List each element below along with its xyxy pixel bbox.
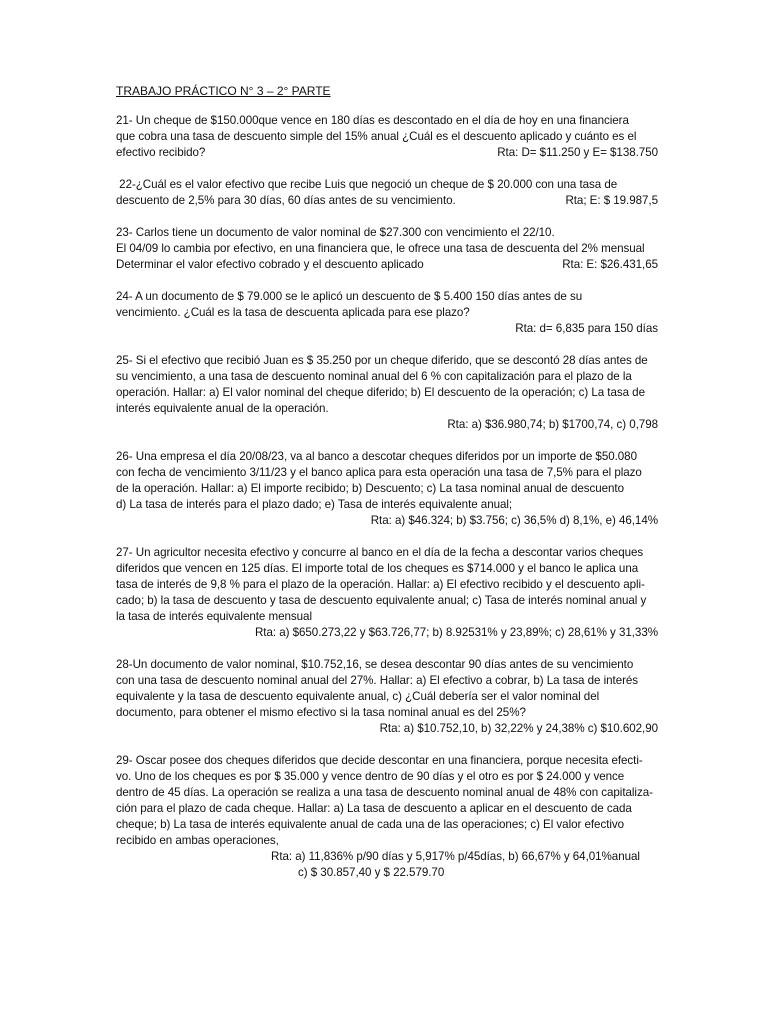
exercise-line: tasa de interés de 9,8 % para el plazo de la operación. Hallar: a) El efectivo recibido y el descuento apli- <box>116 578 645 591</box>
answer: Rta; E: $ 19.987,5 <box>565 194 658 207</box>
exercise-line: Determinar el valor efectivo cobrado y el descuento aplicado <box>116 258 424 271</box>
page-title: TRABAJO PRÁCTICO N° 3 – 2° PARTE <box>116 84 331 98</box>
answer: Rta: a) $46.324; b) $3.756; c) 36,5% d) 8,1%, e) 46,14% <box>370 514 658 527</box>
exercise-line: la tasa de interés equivalente mensual <box>116 610 312 623</box>
answer: Rta: D= $11.250 y E= $138.750 <box>497 146 658 159</box>
exercise-22 <box>116 177 658 209</box>
exercise-line: ción para el plazo de cada cheque. Hallar: a) La tasa de descuento a aplicar en el descuento de cada <box>116 802 632 815</box>
answer: Rta: a) $650.273,22 y $63.726,77; b) 8.92531% y 23,89%; c) 28,61% y 31,33% <box>254 626 658 639</box>
exercise-28 <box>116 657 658 737</box>
exercise-line: 29- Oscar posee dos cheques diferidos que decide descontar en una financiera, porque necesita efecti- <box>116 754 643 767</box>
exercise-line: cado; b) la tasa de descuento y tasa de descuento equivalente anual; c) Tasa de interés nominal anual y <box>116 594 647 607</box>
exercise-line-with-answer <box>116 193 658 209</box>
exercise-line: que cobra una tasa de descuento simple del 15% anual ¿Cuál es el descuento aplicado y cuánto es el <box>116 130 637 143</box>
exercise-line: 23- Carlos tiene un documento de valor nominal de $27.300 con vencimiento el 22/10. <box>116 226 555 239</box>
exercise-line: interés equivalente anual de la operación. <box>116 402 329 415</box>
exercise-line: efectivo recibido? <box>116 146 206 159</box>
exercise-line: con fecha de vencimiento 3/11/23 y el banco aplica para esta operación una tasa de 7,5% para el plazo <box>116 466 642 479</box>
exercise-line: documento, para obtener el mismo efectivo si la tasa nominal anual es del 25%? <box>116 706 526 719</box>
exercise-24 <box>116 289 658 337</box>
exercise-27 <box>116 545 658 641</box>
exercise-line: con una tasa de descuento nominal anual del 27%. Hallar: a) El efectivo a cobrar, b) La tasa de interés <box>116 674 639 687</box>
exercise-line: cheque; b) La tasa de interés equivalente anual de cada una de las operaciones; c) El valor efectivo <box>116 818 625 831</box>
exercise-line: recibido en ambas operaciones, <box>116 834 279 847</box>
answer: Rta: a) $10.752,10, b) 32,22% y 24,38% c) $10.602,90 <box>379 722 658 735</box>
answer: Rta: E: $26.431,65 <box>562 258 658 271</box>
answer-line: Rta: a) 11,836% p/90 días y 5,917% p/45días, b) 66,67% y 64,01%anual <box>271 850 640 863</box>
exercise-line: de la operación. Hallar: a) El importe recibido; b) Descuento; c) La tasa nominal anual de descuento <box>116 482 624 495</box>
answer: Rta: d= 6,835 para 150 días <box>515 322 658 335</box>
exercise-line: diferidos que vencen en 125 días. El importe total de los cheques es $714.000 y el banco le aplica una <box>116 562 639 575</box>
exercise-line: 25- Si el efectivo que recibió Juan es $ 35.250 por un cheque diferido, que se descontó 28 días antes de <box>116 354 648 367</box>
exercise-line: vo. Uno de los cheques es por $ 35.000 y vence dentro de 90 días y el otro es por $ 24.000 y vence <box>116 770 625 783</box>
exercise-line-with-answer <box>116 145 658 161</box>
exercise-21 <box>116 113 658 161</box>
exercise-line: operación. Hallar: a) El valor nominal del cheque diferido; b) El descuento de la operación; c) La tasa de <box>116 386 645 399</box>
answer-line: c) $ 30.857,40 y $ 22.579.70 <box>298 866 445 879</box>
exercise-line: El 04/09 lo cambia por efectivo, en una financiera que, le ofrece una tasa de descuenta del 2% mensual <box>116 242 645 255</box>
exercise-25 <box>116 353 658 433</box>
exercise-line-with-answer <box>116 257 658 273</box>
exercise-line: equivalente y la tasa de descuento equivalente anual, c) ¿Cuál debería ser el valor nominal del <box>116 690 600 703</box>
exercise-line: su vencimiento, a una tasa de descuento nominal anual del 6 % con capitalización para el plazo de la <box>116 370 632 383</box>
exercise-line: d) La tasa de interés para el plazo dado; e) Tasa de interés equivalente anual; <box>116 498 513 511</box>
exercise-line: 22-¿Cuál es el valor efectivo que recibe Luis que negoció un cheque de $ 20.000 con una tasa de <box>116 178 618 191</box>
answer: Rta: a) $36.980,74; b) $1700,74, c) 0,798 <box>447 418 658 431</box>
answer <box>116 849 658 881</box>
exercise-29 <box>116 753 658 881</box>
exercise-23 <box>116 225 658 273</box>
exercise-line: 27- Un agricultor necesita efectivo y concurre al banco en el día de la fecha a descontar varios cheques <box>116 546 644 559</box>
exercise-line: 26- Una empresa el día 20/08/23, va al banco a descotar cheques diferidos por un importe de $50.080 <box>116 450 637 463</box>
exercise-line: dentro de 45 días. La operación se realiza a una tasa de descuento nominal anual de 48% con capitaliza- <box>116 786 653 799</box>
exercise-line: 24- A un documento de $ 79.000 se le aplicó un descuento de $ 5.400 150 días antes de su <box>116 290 583 303</box>
exercise-26 <box>116 449 658 529</box>
exercise-line: vencimiento. ¿Cuál es la tasa de descuenta aplicada para ese plazo? <box>116 306 470 319</box>
exercise-line: 28-Un documento de valor nominal, $10.752,16, se desea descontar 90 días antes de su vencimiento <box>116 658 634 671</box>
exercise-line: 21- Un cheque de $150.000que vence en 180 días es descontado en el día de hoy en una financiera <box>116 114 629 127</box>
exercise-line: descuento de 2,5% para 30 días, 60 días antes de su vencimiento. <box>116 194 456 207</box>
